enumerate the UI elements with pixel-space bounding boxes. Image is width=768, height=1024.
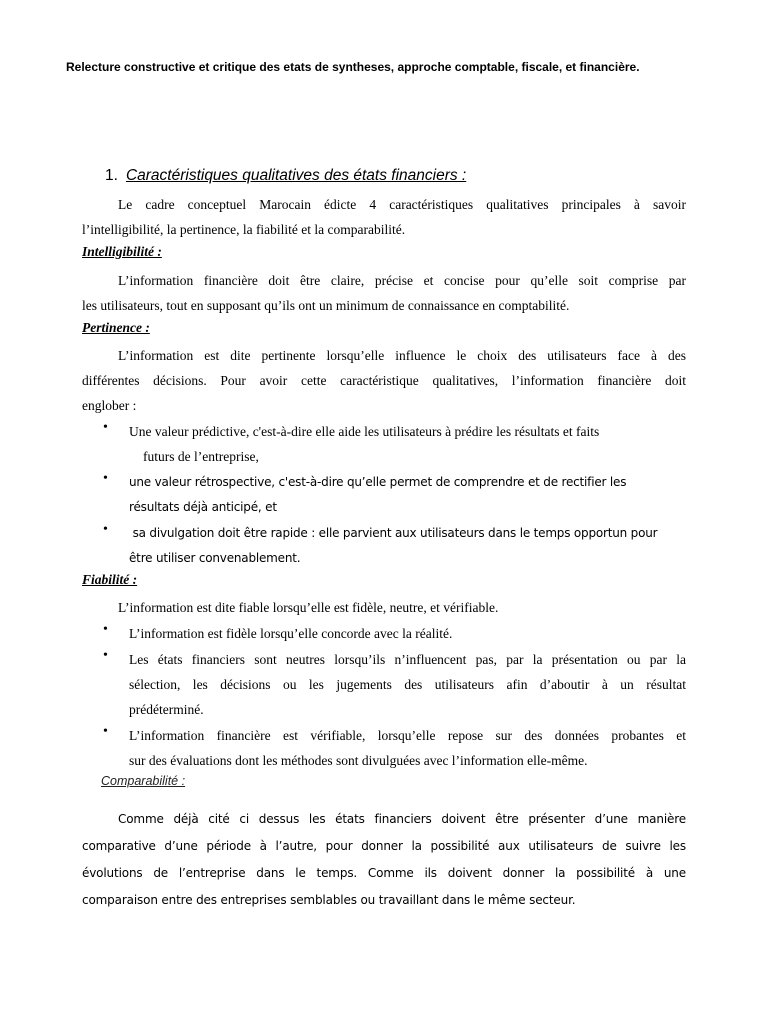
bullet-line: sur des évaluations dont les méthodes sont divulguées avec l’information elle-même. xyxy=(129,753,588,768)
pertinence-line: englober : xyxy=(82,398,137,413)
bullet-line: Les états financiers sont neutres lorsqu’ils n’influencent pas, par la présentation ou par la xyxy=(129,652,686,667)
bullet-line: L’information financière est vérifiable, lorsqu’elle repose sur des données probantes et xyxy=(129,728,686,743)
comparabilite-line: Comme déjà cité ci dessus les états financiers doivent être présenter d’une manière xyxy=(118,812,686,826)
pertinence-bullet-item xyxy=(129,470,686,520)
bullet-line: une valeur rétrospective, c'est-à-dire qu’elle permet de comprendre et de rectifier les xyxy=(129,475,627,489)
fiabilite-paragraph xyxy=(82,595,686,620)
intro-line: Le cadre conceptuel Marocain édicte 4 caractéristiques qualitatives principales à savoir xyxy=(118,197,686,212)
bullet-line: futurs de l’entreprise, xyxy=(143,449,259,464)
intelligibilite-paragraph xyxy=(82,268,686,318)
pertinence-bullet-item xyxy=(129,521,686,571)
section-heading-text: Caractéristiques qualitatives des états financiers : xyxy=(125,167,467,184)
intro-paragraph xyxy=(82,192,686,242)
bullet-icon: • xyxy=(103,724,108,739)
document-title: Relecture constructive et critique des etats de syntheses, approche comptable, fiscale, et financière. xyxy=(66,60,640,74)
pertinence-heading: Pertinence : xyxy=(82,320,150,335)
fiabilite-bullet-item xyxy=(129,723,686,773)
bullet-line: prédéterminé. xyxy=(129,702,204,717)
fiabilite-bullet-item xyxy=(129,647,686,722)
intro-line: l’intelligibilité, la pertinence, la fiabilité et la comparabilité. xyxy=(82,222,406,237)
intelligibilite-line: L’information financière doit être claire, précise et concise pour qu’elle soit comprise par xyxy=(118,273,686,288)
intelligibilite-heading: Intelligibilité : xyxy=(82,244,162,259)
intelligibilite-line: les utilisateurs, tout en supposant qu’ils ont un minimum de connaissance en comptabilité. xyxy=(82,298,570,313)
pertinence-bullet-item xyxy=(129,419,686,469)
bullet-line: résultats déjà anticipé, et xyxy=(129,500,277,514)
bullet-line: sa divulgation doit être rapide : elle parvient aux utilisateurs dans le temps opportun pour xyxy=(129,526,658,540)
pertinence-line: L’information est dite pertinente lorsqu’elle influence le choix des utilisateurs face à des xyxy=(118,348,686,363)
comparabilite-line: comparaison entre des entreprises semblables ou travaillant dans le même secteur. xyxy=(82,893,576,907)
bullet-icon: • xyxy=(103,648,108,663)
comparabilite-line: évolutions de l’entreprise dans le temps. Comme ils doivent donner la possibilité à une xyxy=(82,866,686,880)
bullet-line: L’information est fidèle lorsqu’elle concorde avec la réalité. xyxy=(129,626,453,641)
fiabilite-heading: Fiabilité : xyxy=(82,572,138,587)
bullet-icon: • xyxy=(103,522,108,537)
comparabilite-paragraph xyxy=(82,806,686,914)
bullet-line: être utiliser convenablement. xyxy=(129,551,301,565)
bullet-line: sélection, les décisions ou les jugements des utilisateurs afin d’aboutir à un résultat xyxy=(129,677,686,692)
comparabilite-heading: Comparabilité : xyxy=(101,774,186,788)
comparabilite-line: comparative d’une période à l’autre, pour donner la possibilité aux utilisateurs de suivre les xyxy=(82,839,686,853)
bullet-line: Une valeur prédictive, c'est-à-dire elle aide les utilisateurs à prédire les résultats et faits xyxy=(129,424,600,439)
bullet-icon: • xyxy=(103,622,108,637)
bullet-icon: • xyxy=(103,471,108,486)
section-heading xyxy=(105,167,665,185)
pertinence-line: différentes décisions. Pour avoir cette caractéristique qualitatives, l’information financière doit xyxy=(82,373,686,388)
fiabilite-line: L’information est dite fiable lorsqu’elle est fidèle, neutre, et vérifiable. xyxy=(118,600,499,615)
section-number: 1. xyxy=(105,167,118,184)
fiabilite-bullet-item xyxy=(129,621,686,646)
pertinence-paragraph xyxy=(82,343,686,418)
bullet-icon: • xyxy=(103,420,108,435)
